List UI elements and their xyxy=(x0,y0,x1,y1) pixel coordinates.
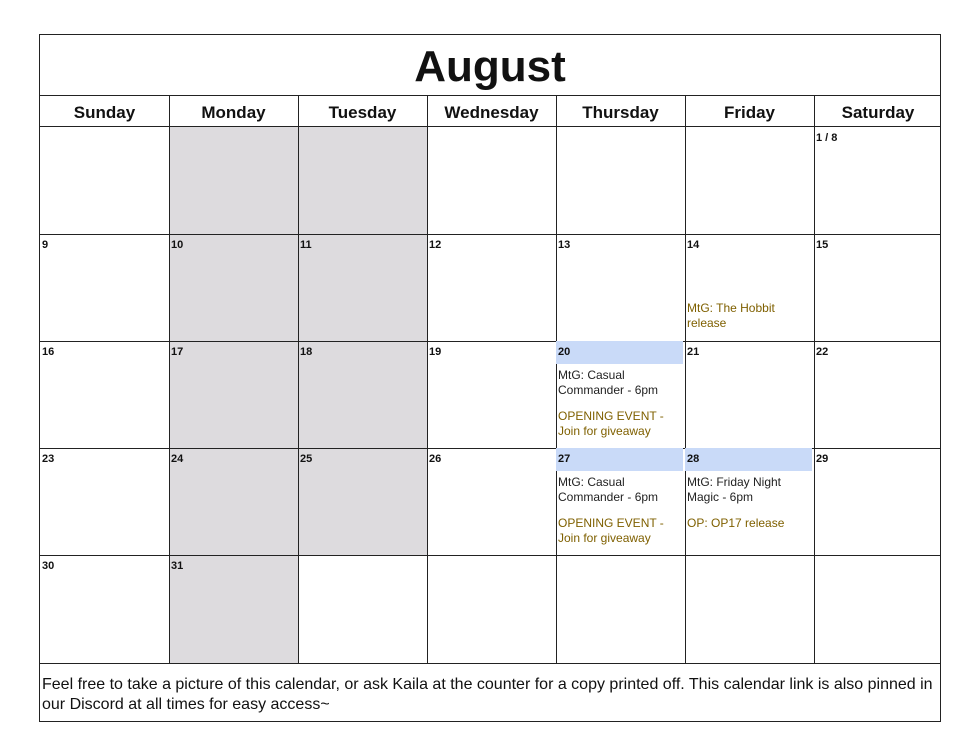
day-number: 25 xyxy=(300,453,313,465)
day-number-highlighted: 20 xyxy=(556,341,683,364)
event-opening-event: OPENING EVENT - Join for giveaway xyxy=(558,409,664,438)
day-number: 15 xyxy=(816,239,829,251)
day-cell xyxy=(685,234,814,341)
day-cell xyxy=(814,234,942,341)
day-cell xyxy=(685,448,814,555)
day-cell xyxy=(40,448,169,555)
day-number: 12 xyxy=(429,239,442,251)
day-number: 18 xyxy=(300,346,313,358)
event-casual-commander: MtG: Casual Commander - 6pm xyxy=(558,475,659,504)
calendar xyxy=(39,34,941,722)
weekday-friday: Friday xyxy=(723,103,776,122)
day-number: 21 xyxy=(687,346,700,358)
day-number-highlighted: 28 xyxy=(685,448,812,471)
day-cell xyxy=(298,341,427,448)
day-number: 9 xyxy=(42,239,49,251)
day-cell xyxy=(814,127,942,234)
day-number: 30 xyxy=(42,560,55,572)
weekday-thursday: Thursday xyxy=(582,103,659,122)
day-number: 16 xyxy=(42,346,55,358)
day-cell xyxy=(685,341,814,448)
day-number: 17 xyxy=(171,346,184,358)
day-cell xyxy=(427,234,556,341)
day-cell xyxy=(556,448,685,555)
weekday-tuesday: Tuesday xyxy=(328,103,397,122)
day-cell xyxy=(814,448,942,555)
day-cell xyxy=(40,234,169,341)
weekday-saturday: Saturday xyxy=(841,103,915,122)
day-number: 11 xyxy=(300,239,312,251)
day-number: 22 xyxy=(816,346,829,358)
day-cell xyxy=(427,341,556,448)
day-cell xyxy=(169,234,298,341)
weekday-monday: Monday xyxy=(201,103,266,122)
day-number: 1 / 8 xyxy=(816,132,838,144)
day-cell xyxy=(169,555,298,663)
day-number: 23 xyxy=(42,453,55,465)
weekday-header-row xyxy=(40,96,940,127)
day-cell xyxy=(40,341,169,448)
weekday-sunday: Sunday xyxy=(73,103,136,122)
day-number: 24 xyxy=(171,453,184,465)
event-casual-commander: MtG: Casual Commander - 6pm xyxy=(558,368,659,397)
weekday-wednesday: Wednesday xyxy=(444,103,539,122)
day-cell xyxy=(556,234,685,341)
day-number: 31 xyxy=(171,560,184,572)
day-number: 29 xyxy=(816,453,829,465)
day-cell xyxy=(169,341,298,448)
event-op17-release: OP: OP17 release xyxy=(687,516,785,530)
day-number: 14 xyxy=(687,239,700,251)
day-cell xyxy=(40,555,169,663)
day-number: 19 xyxy=(429,346,442,358)
day-cell xyxy=(427,448,556,555)
day-cell xyxy=(169,448,298,555)
event-hobbit-release: MtG: The Hobbit release xyxy=(687,301,775,330)
day-cell xyxy=(556,341,685,448)
calendar-title: August xyxy=(40,35,940,96)
day-cell xyxy=(298,234,427,341)
day-number: 10 xyxy=(171,239,184,251)
day-number-highlighted: 27 xyxy=(556,448,683,471)
day-number: 26 xyxy=(429,453,442,465)
day-cell xyxy=(298,448,427,555)
footer-note: Feel free to take a picture of this calendar, or ask Kaila at the counter for a copy printed off. This calendar link is also pinned in our Discord at all times for easy access~ xyxy=(40,663,940,723)
day-number: 13 xyxy=(558,239,571,251)
day-cell xyxy=(814,341,942,448)
event-friday-night-magic: MtG: Friday Night Magic - 6pm xyxy=(687,475,782,504)
event-opening-event: OPENING EVENT - Join for giveaway xyxy=(558,516,664,545)
